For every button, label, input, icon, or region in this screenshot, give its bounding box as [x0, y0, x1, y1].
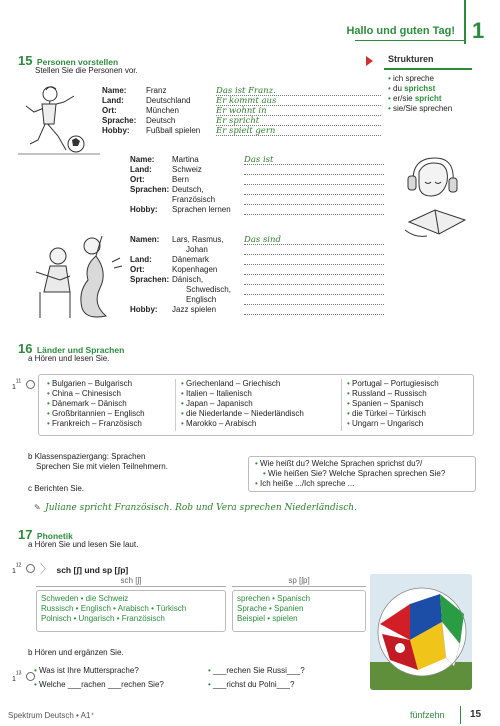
audio-icon: [26, 380, 35, 389]
fill-in-sentence[interactable]: • ___rechen Sie Russi___?: [208, 664, 305, 678]
chevron-right-icon: 〉: [40, 562, 53, 576]
exercise-title: Phonetik: [36, 531, 73, 541]
list-item: • die Niederlande – Niederländisch: [181, 409, 304, 419]
strukturen-item: • ich spreche: [388, 74, 452, 84]
word-line: Beispiel • spielen: [237, 614, 298, 623]
list-item: • Ungarn – Ungarisch: [347, 419, 439, 429]
answer-line[interactable]: Das ist Franz.: [216, 86, 381, 96]
answer-line[interactable]: [244, 195, 384, 205]
answer-lines: [244, 155, 384, 215]
list-item: • Großbritannien – Englisch: [47, 409, 145, 419]
chapter-number: 1: [472, 18, 485, 43]
footer-publication: Spektrum Deutsch • A1⁺: [8, 711, 95, 720]
column-divider: [341, 379, 342, 431]
dialogue-line: • Wie heißt du? Welche Sprachen sprichst du?/: [255, 459, 469, 469]
profile-labels: [130, 235, 172, 315]
profile-label: Ort:: [130, 265, 145, 274]
strukturen-list: [388, 74, 452, 114]
profile-value: Lars, Rasmus,: [172, 235, 224, 244]
profile-value: Franz: [146, 86, 167, 95]
footer-page-word: fünfzehn: [410, 710, 445, 720]
strukturen-arrow-icon: [366, 56, 373, 66]
word-line: sprechen • Spanisch: [237, 594, 311, 603]
answer-lines: [216, 86, 381, 136]
profile-values: [146, 86, 216, 136]
exercise-title: Personen vorstellen: [36, 57, 119, 67]
profile-value: Englisch: [186, 295, 217, 304]
profile-value: München: [146, 106, 179, 115]
flag-ball-photo: [370, 574, 472, 690]
answer-line[interactable]: [244, 185, 384, 195]
profile-label: Land:: [102, 96, 124, 105]
sch-words-box: [36, 590, 226, 632]
answer-line[interactable]: [244, 295, 384, 305]
profile-label: [130, 245, 172, 255]
profile-value: Fußball spielen: [146, 126, 201, 135]
country-column-1: [47, 379, 145, 429]
strukturen-rule: [384, 68, 472, 70]
dialogue-line: • Ich heiße .../Ich spreche ...: [255, 479, 469, 489]
profile-label: [130, 285, 172, 295]
answer-line[interactable]: [244, 245, 384, 255]
word-line: Russisch • Englisch • Arabisch • Türkisch: [41, 604, 187, 613]
profile-value: Johan: [186, 245, 208, 254]
header-divider: [464, 0, 466, 44]
column-divider: [175, 379, 176, 431]
list-item: • Italien – Italienisch: [181, 389, 304, 399]
answer-line[interactable]: [244, 265, 384, 275]
profile-labels: [102, 86, 146, 136]
profile-value: Martina: [172, 155, 199, 164]
strukturen-item: • sie/Sie sprechen: [388, 104, 452, 114]
answer-line[interactable]: Das ist: [244, 155, 384, 165]
exercise-title: Länder und Sprachen: [36, 345, 125, 355]
profile-value: Deutschland: [146, 96, 191, 105]
header-title: Hallo und guten Tag!: [346, 25, 455, 37]
dialogue-line: • Wie heißen Sie? Welche Sprachen sprechen Sie?: [255, 469, 469, 479]
country-column-3: [347, 379, 439, 429]
answer-lines: [244, 235, 384, 315]
list-item: • Portugal – Portugiesisch: [347, 379, 439, 389]
phonetik-table: [36, 576, 366, 636]
exercise-number: 17: [18, 527, 33, 542]
answer-line[interactable]: Das sind: [244, 235, 384, 245]
strukturen-box: [366, 52, 471, 122]
exercise-number: 16: [18, 341, 33, 356]
profile-label: Land:: [130, 255, 152, 264]
profile-label: [130, 295, 172, 305]
list-item: • Marokko – Arabisch: [181, 419, 304, 429]
example-answer: ✎ Juliane spricht Französisch. Rob und Vera sprechen Niederländisch.: [34, 503, 357, 513]
profile-value: Kopenhagen: [172, 265, 218, 274]
person-2-profile: [130, 155, 384, 215]
profile-label: Name:: [130, 155, 155, 164]
profile-label: Hobby:: [102, 126, 130, 135]
exercise-instruction: Stellen Sie die Personen vor.: [35, 66, 138, 75]
list-item: • Griechenland – Griechisch: [181, 379, 304, 389]
audio-track-badge[interactable]: $1^{11}$: [12, 376, 35, 394]
answer-line[interactable]: Er kommt aus: [216, 96, 381, 106]
footer-divider: [460, 706, 461, 724]
musicians-illustration: [30, 232, 126, 322]
list-item: • Dänemark – Dänisch: [47, 399, 145, 409]
exercise-instruction-b: b Klassenspaziergang: Sprachen Sprechen Sie mit vielen Teilnehmern.: [28, 452, 168, 471]
profile-value: Bern: [172, 175, 189, 184]
exercise-number: 15: [18, 53, 33, 68]
fill-in-sentences-left: [34, 664, 164, 692]
audio-icon: [26, 564, 35, 573]
countries-languages-box: [38, 374, 474, 436]
answer-line[interactable]: [244, 205, 384, 215]
profile-label: Hobby:: [130, 205, 158, 214]
list-item: • Frankreich – Französisch: [47, 419, 145, 429]
answer-line[interactable]: [244, 275, 384, 285]
profile-values: [172, 235, 244, 315]
answer-line[interactable]: Er wohnt in: [216, 106, 381, 116]
list-item: • die Türkei – Türkisch: [347, 409, 439, 419]
profile-value: Sprachen lernen: [172, 205, 231, 214]
strukturen-title: Strukturen: [388, 54, 434, 64]
fill-in-sentence[interactable]: • Was ist Ihre Muttersprache?: [34, 664, 164, 678]
answer-line[interactable]: [244, 285, 384, 295]
profile-label: Name:: [102, 86, 127, 95]
profile-value: Dänisch,: [172, 275, 204, 284]
profile-label: Sprachen:: [130, 275, 170, 284]
profile-labels: [130, 155, 172, 215]
person-1-profile: [102, 86, 381, 136]
profile-label: [130, 195, 172, 205]
dialogue-box: [248, 456, 476, 492]
exercise-instruction-b: b Hören und ergänzen Sie.: [28, 648, 124, 657]
profile-label: Sprachen:: [130, 185, 170, 194]
word-line: Polnisch • Ungarisch • Französisch: [41, 614, 165, 623]
word-line: Sprache • Spanien: [237, 604, 304, 613]
profile-values: [172, 155, 244, 215]
answer-line[interactable]: [244, 175, 384, 185]
exercise-instruction-c: c Berichten Sie.: [28, 484, 85, 493]
phonetik-heading: 〉 sch [ʃ] und sp [ʃp]: [40, 562, 129, 576]
answer-line[interactable]: [244, 255, 384, 265]
fill-in-sentence[interactable]: • Welche ___rachen ___rechen Sie?: [34, 678, 164, 692]
profile-value: Deutsch: [146, 116, 176, 125]
answer-line[interactable]: [244, 305, 384, 315]
country-column-2: [181, 379, 304, 429]
strukturen-item: • er/sie spricht: [388, 94, 452, 104]
footer: [0, 704, 500, 726]
profile-label: Sprache:: [102, 116, 137, 125]
answer-line[interactable]: Er spricht: [216, 116, 381, 126]
profile-value: Schweiz: [172, 165, 202, 174]
profile-value: Jazz spielen: [172, 305, 217, 314]
profile-label: Land:: [130, 165, 152, 174]
list-item: • Bulgarien – Bulgarisch: [47, 379, 145, 389]
profile-label: Namen:: [130, 235, 160, 244]
answer-line[interactable]: [244, 165, 384, 175]
profile-value: Französisch: [172, 195, 216, 204]
profile-label: Ort:: [130, 175, 145, 184]
football-player-illustration: [16, 80, 102, 160]
word-line: Schweden • die Schweiz: [41, 594, 129, 603]
list-item: • Japan – Japanisch: [181, 399, 304, 409]
audio-track-badge[interactable]: $1^{12}$: [12, 560, 35, 578]
list-item: • Spanien – Spanisch: [347, 399, 439, 409]
profile-label: Ort:: [102, 106, 117, 115]
exercise-instruction: a Hören Sie und lesen Sie laut.: [28, 540, 139, 549]
answer-line[interactable]: Er spielt gern: [216, 126, 381, 136]
footer-page-number: 15: [470, 709, 482, 720]
chapter-header: [0, 0, 500, 44]
column-header-sch: sch [ʃ]: [36, 576, 226, 587]
header-rule: [355, 40, 465, 41]
column-header-sp: sp [ʃp]: [232, 576, 366, 587]
audio-track-badge[interactable]: $1^{13}$: [12, 668, 35, 686]
exercise-instruction: a Hören und lesen Sie.: [28, 354, 110, 363]
strukturen-item: • du sprichst: [388, 84, 452, 94]
student-with-headphones-illustration: [395, 152, 475, 240]
person-3-profile: [130, 235, 384, 315]
sp-words-box: [232, 590, 366, 632]
profile-label: Hobby:: [130, 305, 158, 314]
fill-in-sentences-right: [208, 664, 305, 692]
list-item: • China – Chinesisch: [47, 389, 145, 399]
profile-value: Deutsch,: [172, 185, 204, 194]
profile-value: Dänemark: [172, 255, 209, 264]
profile-value: Schwedisch,: [186, 285, 231, 294]
fill-in-sentence[interactable]: • ___richst du Polni___?: [208, 678, 305, 692]
list-item: • Russland – Russisch: [347, 389, 439, 399]
pencil-icon: ✎: [34, 503, 41, 512]
